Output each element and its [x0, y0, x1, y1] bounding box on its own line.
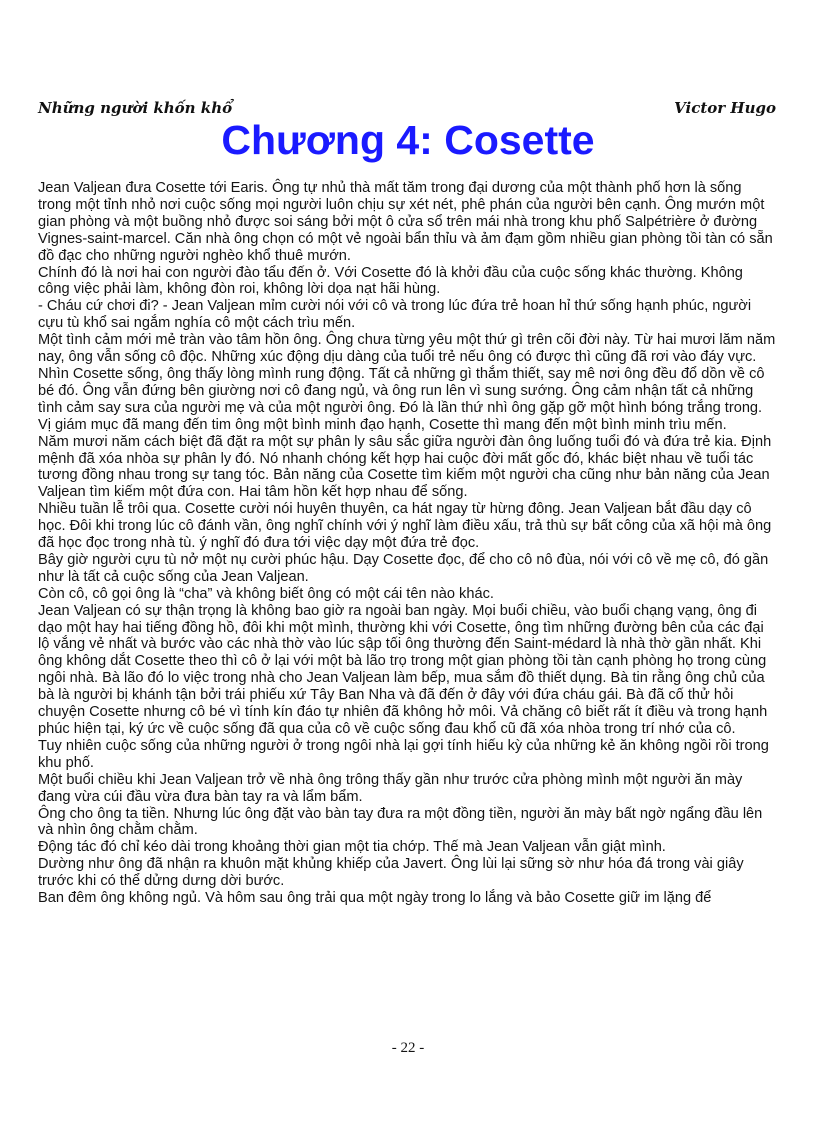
page-number: - 22 - — [391, 1040, 425, 1056]
paragraph: Jean Valjean có sự thận trọng là không bao giờ ra ngoài ban ngày. Mọi buổi chiều, vào buổi chạng vạng, ông đi dạo một hay hai tiếng đồng hồ, đôi khi một mình, thường khi với Cosette, ông tìm những đường bên của các đại lộ vắng vẻ nhất và bước vào các nhà thờ vào lúc sập tối ông thường đến Saint-médard là nhà thờ gần nhất. Khi ông không dắt Cosette theo thì cô ở lại với một bà lão trọ trong một gian phòng tồi tàn cạnh phòng họ trong cùng ngôi nhà. Bà lão đó lo việc trong nhà cho Jean Valjean làm bếp, mua sắm đồ thiết dụng. Bà tin rằng ông chủ của bà là người bị khánh tận bởi trái phiếu xứ Tây Ban Nha và đã đến ở đây với đứa cháu gái. Bà đã cố thử hỏi chuyện Cosette nhưng cô bé vì tính kín đáo tự nhiên đã không hở môi. Vả chăng cô biết rất ít điều và trong hạnh phúc hiện tại, ký ức về cuộc sống đã qua của cô về cuộc sống đau khổ cũ đã xóa nhòa trong trí nhớ của cô. — [38, 602, 768, 737]
paragraph: Một buổi chiều khi Jean Valjean trở về nhà ông trông thấy gần như trước cửa phòng mình một người ăn mày đang vừa cúi đầu vừa đưa bàn tay ra và lẩm bẩm. — [38, 771, 743, 805]
paragraph: Một tình cảm mới mẻ tràn vào tâm hồn ông. Ông chưa từng yêu một thứ gì trên cõi đời này. Từ hai mươi lăm năm nay, ông vẫn sống cô độc. Những xúc động dịu dàng của tuổi trẻ nếu ông có được thì cũng đã rơi vào đáy vực. — [38, 332, 776, 366]
paragraph: Jean Valjean đưa Cosette tới Earis. Ông tự nhủ thà mất tăm trong đại dương của một thành phố hơn là sống trong một tỉnh nhỏ nơi cuộc sống mọi người luôn chịu sự xét nét, phê phán của người bên cạnh. Ông mướn một gian phòng và một buồng nhỏ được soi sáng bởi một ô cửa sổ trên mái nhà trong khu phố Salpétrière ở đường Vignes-saint-marcel. Căn nhà ông chọn có một vẻ ngoài bẩn thỉu và ảm đạm gồm nhiều gian phòng tồi tàn có sẵn đồ đạc cho những người nghèo khổ thuê mướn. — [38, 180, 773, 264]
book-title: Những người khốn khổ — [38, 99, 233, 117]
paragraph: - Cháu cứ chơi đi? - Jean Valjean mỉm cười nói với cô và trong lúc đứa trẻ hoan hỉ thứ sống hạnh phúc, người cựu tù khổ sai ngắm nghía cô một cách trìu mến. — [38, 298, 752, 332]
chapter-body — [38, 180, 778, 907]
paragraph: Ban đêm ông không ngủ. Và hôm sau ông trải qua một ngày trong lo lắng và bảo Cosette giữ im lặng để — [38, 890, 712, 907]
author-name: Victor Hugo — [674, 99, 776, 117]
paragraph: Dường như ông đã nhận ra khuôn mặt khủng khiếp của Javert. Ông lùi lại sững sờ như hóa đá trong vài giây trước khi có thể dửng dưng dời bước. — [38, 856, 744, 890]
paragraph: Bây giờ người cựu tù nở một nụ cười phúc hậu. Dạy Cosette đọc, để cho cô nô đùa, nói với cô về mẹ cô, đó gần như là tất cả cuộc sống của Jean Valjean. — [38, 551, 769, 585]
paragraph: Nhiều tuần lễ trôi qua. Cosette cười nói huyên thuyên, ca hát ngay từ hừng đông. Jean Valjean bắt đầu dạy cô học. Đôi khi trong lúc cô đánh vần, ông nghĩ chính với ý nghĩ làm điều xấu, trả thù sự bất công của xã hội mà ông đã học đọc trong nhà tù. ý nghĩ đó đưa tới việc dạy một đứa trẻ đọc. — [38, 501, 772, 552]
paragraph: Ông cho ông ta tiền. Nhưng lúc ông đặt vào bàn tay đưa ra một đồng tiền, người ăn mày bất ngờ ngẩng đầu lên và nhìn ông chằm chằm. — [38, 805, 763, 839]
paragraph: Động tác đó chỉ kéo dài trong khoảng thời gian một tia chớp. Thế mà Jean Valjean vẫn giật mình. — [38, 839, 666, 856]
paragraph: Còn cô, cô gọi ông là “cha” và không biết ông có một cái tên nào khác. — [38, 585, 494, 602]
chapter-title: Chương 4: Cosette — [221, 117, 595, 163]
paragraph: Nhìn Cosette sống, ông thấy lòng mình rung động. Tất cả những gì thắm thiết, say mê nơi ông đều đổ dồn về cô bé đó. Ông vẫn đứng bên giường nơi cô đang ngủ, và ông run lên vì sung sướng. Ông cảm nhận tất cả những tình cảm say sưa của người mẹ và của một người ông. Đó là lần thứ nhì ông gặp gỡ một hình bóng trắng trong. Vị giám mục đã mang đến tim ông một bình minh đạo hạnh, Cosette thì mang đến một bình minh trìu mến. — [38, 365, 765, 433]
paragraph: Tuy nhiên cuộc sống của những người ở trong ngôi nhà lại gợi tính hiếu kỳ của những kẻ ăn không ngồi rồi trong khu phố. — [38, 737, 769, 771]
paragraph: Chính đó là nơi hai con người đào tẩu đến ở. Với Cosette đó là khởi đầu của cuộc sống khác thường. Không công việc phải làm, không đòn roi, không lời dọa nạt hãi hùng. — [38, 264, 743, 298]
paragraph: Năm mươi năm cách biệt đã đặt ra một sự phân ly sâu sắc giữa người đàn ông luống tuổi đó và đứa trẻ kia. Định mệnh đã xóa nhòa sự phân ly đó. Nó nhanh chóng kết hợp hai cuộc đời mất gốc đó, khác biệt nhau về tuổi tác tương đồng nhau trong sự tang tóc. Bản năng của Cosette tìm kiếm một người cha cũng như bản năng của Jean Valjean tìm kiếm một đứa con. Hai tâm hồn kết hợp nhau để sống. — [38, 433, 772, 501]
